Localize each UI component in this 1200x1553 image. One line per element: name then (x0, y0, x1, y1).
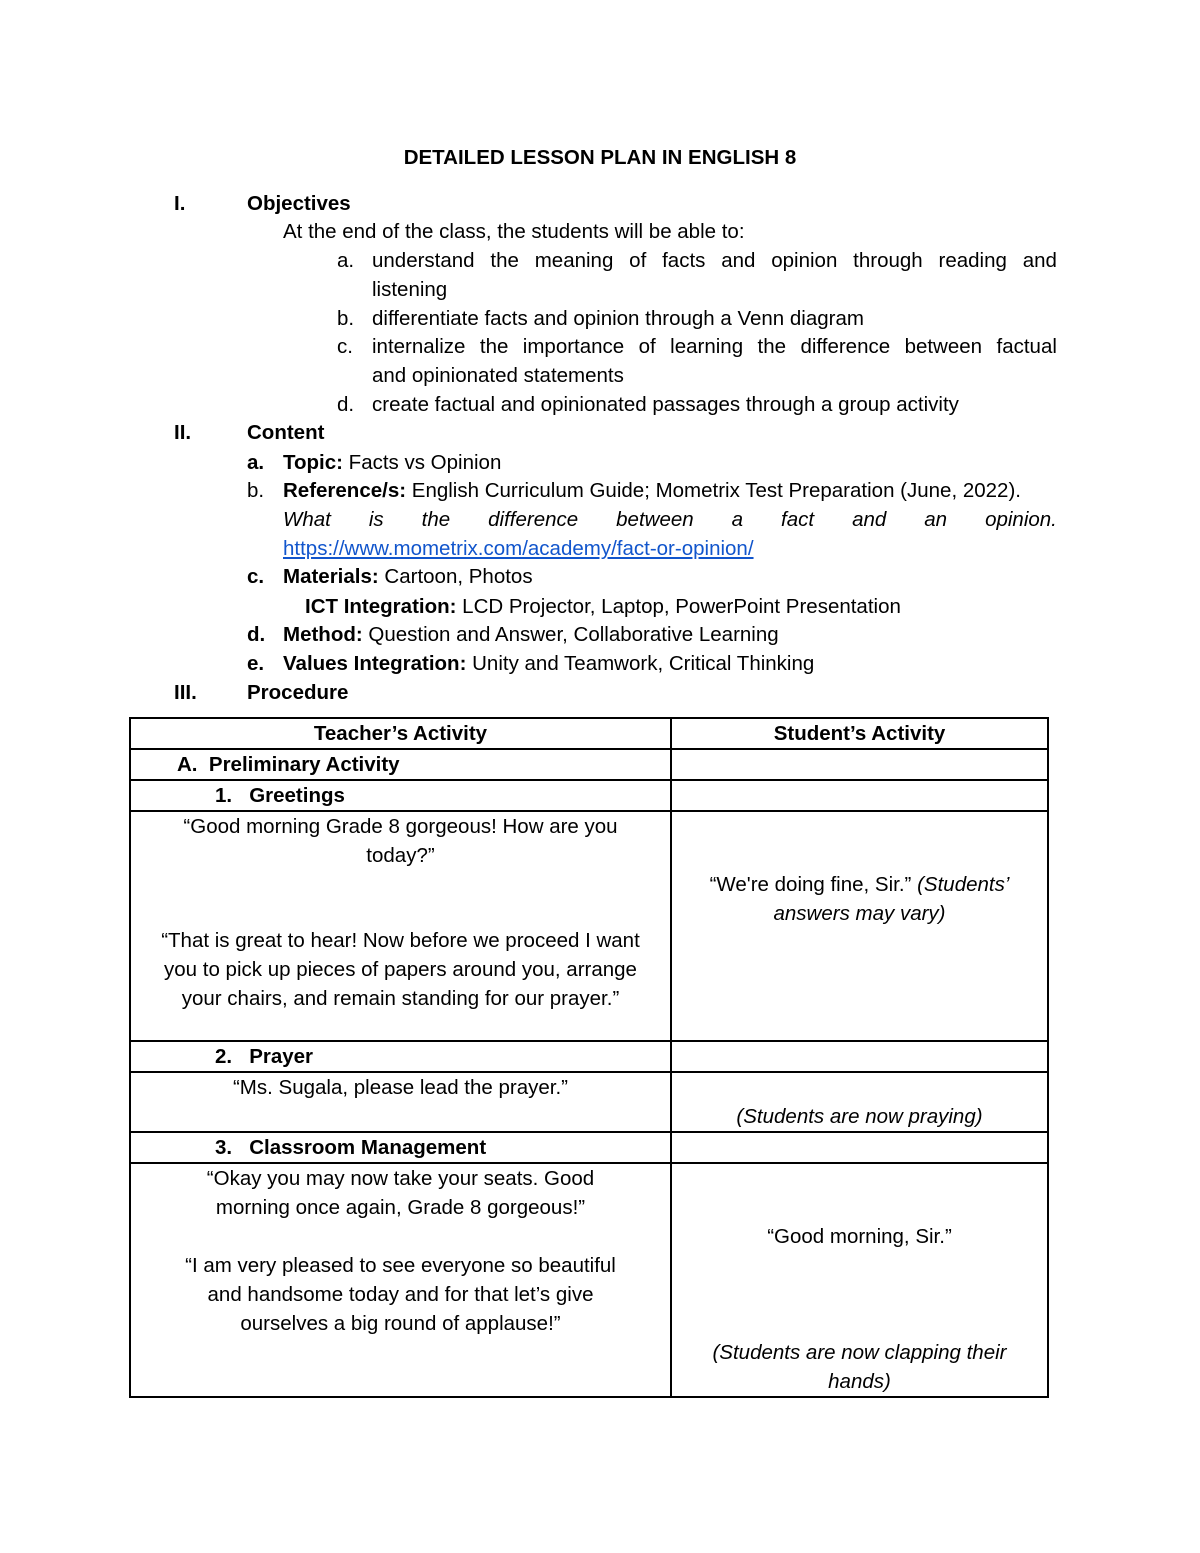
word: an (924, 508, 948, 531)
section-heading-objectives: Objectives (247, 192, 351, 215)
student-line: answers may vary) (773, 902, 946, 925)
row-heading (130, 749, 671, 780)
reference-title (283, 505, 1057, 534)
teacher-cell (130, 1072, 671, 1132)
table-row (130, 811, 1048, 1041)
word: What (283, 508, 331, 531)
page-title: DETAILED LESSON PLAN IN ENGLISH 8 (403, 146, 797, 169)
table-row (130, 780, 1048, 811)
teacher-cell (130, 1163, 671, 1397)
prelim-label: Preliminary Activity (208, 753, 400, 776)
teacher-cell (130, 811, 671, 1041)
teacher-line: and handsome today and for that let’s give (207, 1283, 594, 1306)
content-reference (283, 476, 1021, 505)
objective-letter: d. (337, 393, 355, 416)
content-letter: e. (247, 652, 265, 675)
content-letter: a. (247, 451, 265, 474)
section-numeral-content: II. (174, 421, 192, 444)
word: of (638, 335, 656, 358)
reference-link-wrap (283, 534, 754, 563)
row-heading (130, 1041, 671, 1072)
table-row (130, 1072, 1048, 1132)
classroom-num: 3. (215, 1136, 233, 1159)
objective-letter: b. (337, 307, 355, 330)
row-heading (130, 780, 671, 811)
table-row (130, 1041, 1048, 1072)
procedure-table (129, 717, 1049, 1398)
ict-value: LCD Projector, Laptop, PowerPoint Presentation (462, 595, 901, 618)
word: the (479, 335, 509, 358)
student-line: hands) (828, 1370, 891, 1393)
student-line: (Students are now clapping their (712, 1341, 1007, 1364)
word: opinion (771, 249, 838, 272)
section-numeral-objectives: I. (174, 192, 186, 215)
word: learning (670, 335, 744, 358)
student-cell (671, 1072, 1048, 1132)
topic-value: Facts vs Opinion (348, 451, 502, 474)
row-heading (130, 1132, 671, 1163)
word: between (616, 508, 694, 531)
student-quote: “We're doing fine, Sir.” (709, 873, 912, 896)
content-letter: d. (247, 623, 266, 646)
reference-link[interactable]: https://www.mometrix.com/academy/fact-or-opinion/ (283, 537, 754, 560)
student-line: “Good morning, Sir.” (767, 1225, 952, 1248)
objective-text: differentiate facts and opinion through a Venn diagram (372, 307, 864, 330)
content-method (283, 620, 779, 649)
teacher-line: morning once again, Grade 8 gorgeous!” (215, 1196, 586, 1219)
teacher-line: you to pick up pieces of papers around you, arrange (164, 958, 637, 981)
objective-letter: c. (337, 335, 353, 358)
word: fact (781, 508, 815, 531)
teacher-line: your chairs, and remain standing for our prayer.” (181, 987, 620, 1010)
word: the (421, 508, 451, 531)
teacher-line: “Ms. Sugala, please lead the prayer.” (232, 1076, 569, 1099)
word: reading (938, 249, 1007, 272)
table-row (130, 1132, 1048, 1163)
objective-line (372, 246, 1057, 275)
greetings-label: Greetings (249, 784, 345, 807)
word: importance (522, 335, 625, 358)
word: the (757, 335, 787, 358)
prayer-label: Prayer (249, 1045, 314, 1068)
student-note: (Students’ (917, 873, 1010, 896)
objective-letter: a. (337, 249, 355, 272)
objective-text-cont: and opinionated statements (372, 364, 624, 387)
materials-value: Cartoon, Photos (384, 565, 533, 588)
values-value: Unity and Teamwork, Critical Thinking (472, 652, 815, 675)
word: and (1022, 249, 1057, 272)
word: understand (372, 249, 475, 272)
word: through (853, 249, 923, 272)
objectives-intro: At the end of the class, the students will be able to: (283, 220, 745, 243)
word: is (368, 508, 384, 531)
reference-value: English Curriculum Guide; Mometrix Test Preparation (June, 2022). (411, 479, 1021, 502)
word: meaning (534, 249, 614, 272)
objective-text-cont: listening (372, 278, 448, 301)
word: difference (488, 508, 579, 531)
teacher-line: ourselves a big round of applause!” (240, 1312, 561, 1335)
student-line (678, 870, 1041, 899)
empty-cell (671, 1132, 1048, 1163)
table-row (130, 1163, 1048, 1397)
teacher-line: today?” (366, 844, 435, 867)
word: internalize (372, 335, 466, 358)
ict-label: ICT Integration: (305, 595, 457, 618)
classroom-label: Classroom Management (249, 1136, 487, 1159)
col-header-student: Student’s Activity (671, 718, 1048, 749)
word: a (731, 508, 744, 531)
prelim-letter: A. (177, 753, 198, 776)
word: difference (800, 335, 891, 358)
content-materials (283, 562, 533, 591)
table-row (130, 749, 1048, 780)
section-heading-content: Content (247, 421, 325, 444)
word: and (721, 249, 756, 272)
empty-cell (671, 1041, 1048, 1072)
content-topic (283, 448, 501, 477)
method-label: Method: (283, 623, 363, 646)
empty-cell (671, 749, 1048, 780)
materials-label: Materials: (283, 565, 379, 588)
teacher-line: “Okay you may now take your seats. Good (206, 1167, 595, 1190)
teacher-line: “I am very pleased to see everyone so beautiful (185, 1254, 616, 1277)
content-ict (305, 592, 901, 621)
section-numeral-procedure: III. (174, 681, 197, 704)
word: of (629, 249, 647, 272)
content-letter: b. (247, 479, 265, 502)
teacher-line: “That is great to hear! Now before we proceed I want (161, 929, 640, 952)
values-label: Values Integration: (283, 652, 467, 675)
word: opinion. (985, 508, 1057, 531)
method-value: Question and Answer, Collaborative Learning (368, 623, 779, 646)
student-cell (671, 811, 1048, 1041)
student-cell (671, 1163, 1048, 1397)
reference-label: Reference/s: (283, 479, 407, 502)
objective-text (372, 246, 1057, 275)
section-heading-procedure: Procedure (247, 681, 349, 704)
reference-italic-line (283, 505, 1057, 534)
content-values (283, 649, 814, 678)
table-header-row (130, 718, 1048, 749)
word: between (904, 335, 983, 358)
teacher-line: “Good morning Grade 8 gorgeous! How are you (183, 815, 618, 838)
objective-text (372, 332, 1057, 361)
objective-text: create factual and opinionated passages through a group activity (372, 393, 959, 416)
topic-label: Topic: (283, 451, 343, 474)
word: and (852, 508, 887, 531)
empty-cell (671, 780, 1048, 811)
greetings-num: 1. (215, 784, 233, 807)
word: the (490, 249, 519, 272)
objective-line (372, 332, 1057, 361)
prayer-num: 2. (215, 1045, 233, 1068)
word: facts (662, 249, 706, 272)
col-header-teacher: Teacher’s Activity (130, 718, 671, 749)
word: factual (996, 335, 1057, 358)
student-line: (Students are now praying) (736, 1105, 983, 1128)
content-letter: c. (247, 565, 265, 588)
